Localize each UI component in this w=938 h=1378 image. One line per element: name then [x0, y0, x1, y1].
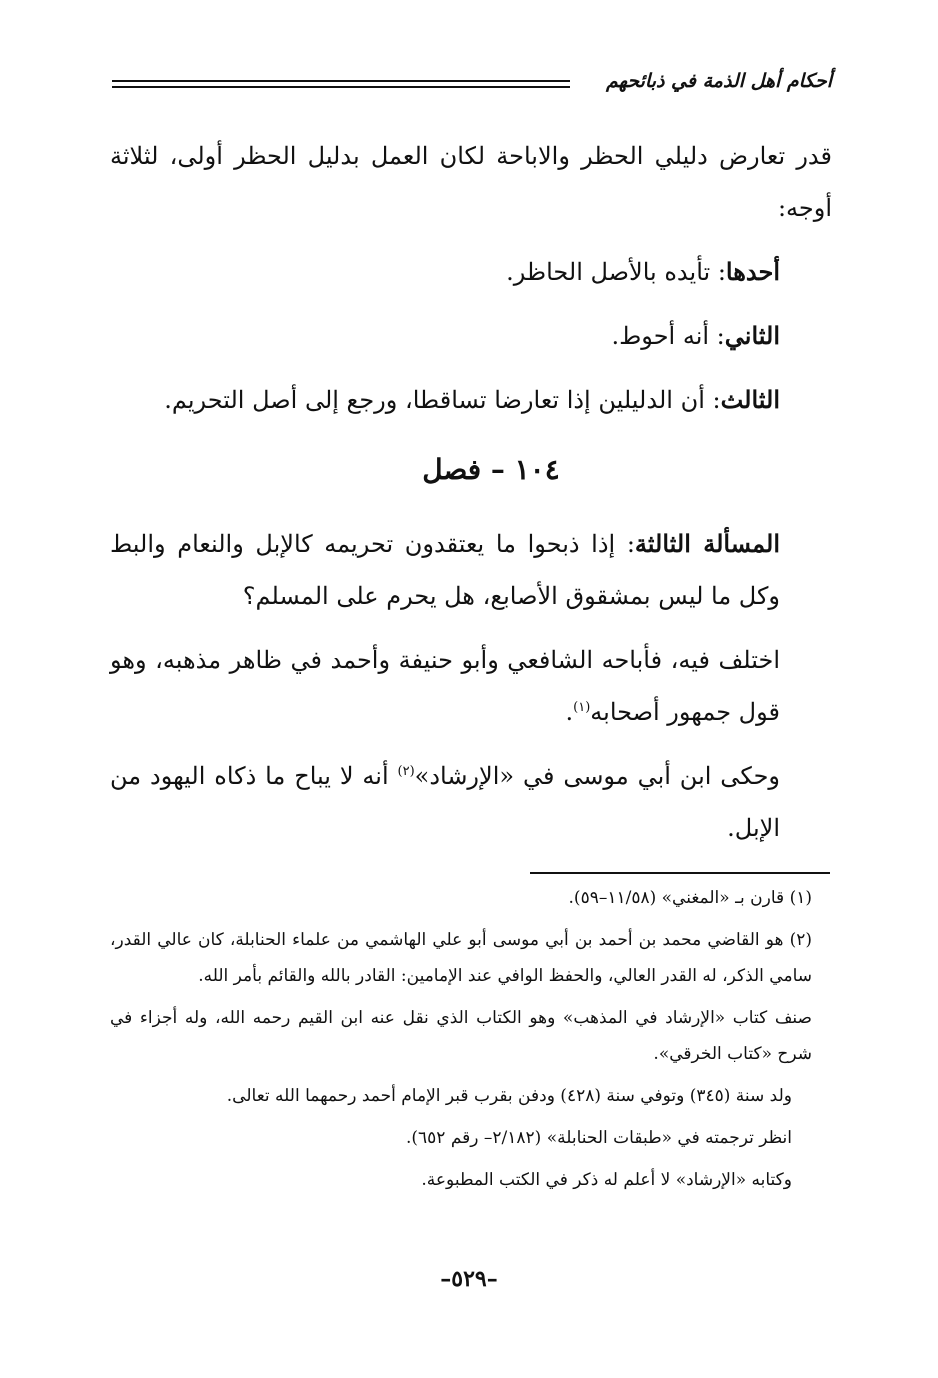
disagreement-text: اختلف فيه، فأباحه الشافعي وأبو حنيفة وأحمد في ظاهر مذهبه، وهو قول جمهور أصحابه — [110, 646, 780, 726]
narration-text-b: أنه لا يباح ما ذكاه اليهود من الإبل. — [110, 762, 780, 842]
page-number: –٥٢٩– — [440, 1266, 498, 1292]
third-reason-label: الثالث — [720, 385, 780, 414]
first-reason-text: : تأيده بالأصل الحاظر. — [506, 258, 726, 286]
third-reason-text: : أن الدليلين إذا تعارضا تساقطا، ورجع إلى أصل التحريم. — [164, 386, 721, 414]
narration-text-a: وحكى ابن أبي موسى في «الإرشاد» — [414, 762, 780, 790]
footnote-2-note: وكتابه «الإرشاد» لا أعلم له ذكر في الكتب المطبوعة. — [421, 1170, 792, 1190]
paragraph-third-reason — [110, 374, 832, 426]
footnote-2-reference: انظر ترجمته في «طبقات الحنابلة» (٢/١٨٢– رقم ٦٥٢). — [405, 1128, 792, 1148]
question-label: المسألة الثالثة — [634, 529, 780, 558]
footnotes — [110, 880, 832, 1204]
header-rule-bottom — [112, 86, 570, 88]
paragraph-narration — [110, 750, 832, 854]
footnote-separator — [530, 872, 830, 874]
paragraph-disagreement: اختلف فيه، فأباحه الشافعي وأبو حنيفة وأحمد في ظاهر مذهبه، وهو قول جمهور أصحابه$^{(١)}$. — [110, 646, 780, 726]
running-header-title: أحكام أهل الذمة في ذبائحهم — [605, 70, 832, 92]
paragraph-second-reason — [110, 310, 832, 362]
footnote-ref-1[interactable]: (١) — [573, 700, 591, 715]
second-reason-text: : أنه أحوط. — [611, 322, 725, 350]
paragraph-first-reason — [110, 246, 832, 298]
footnote-2-bio: (٢) هو القاضي محمد بن أحمد بن أبي موسى أبو علي الهاشمي من علماء الحنابلة، كان عالي القدر، سامي الذكر، له القدر العالي، والحفظ الوافي عند الإمامين: القادر بالله والقائم بأمر الله. — [110, 930, 812, 986]
running-header — [112, 62, 832, 102]
second-reason-label: الثاني — [724, 321, 780, 350]
first-reason-label: أحدها — [725, 257, 780, 286]
footnote-2-dates: ولد سنة (٣٤٥) وتوفي سنة (٤٢٨) ودفن بقرب قبر الإمام أحمد رحمهما الله تعالى. — [226, 1086, 792, 1106]
footnote-1: (١) قارن بـ «المغني» (١١/٥٨–٥٩). — [568, 888, 812, 908]
paragraph-question — [110, 518, 832, 622]
main-text — [110, 130, 832, 866]
section-heading: ١٠٤ – فصل — [422, 453, 560, 486]
header-rule-top — [112, 80, 570, 82]
footnote-ref-2[interactable]: (٢) — [397, 764, 415, 779]
footnote-2-works: صنف كتاب «الإرشاد في المذهب» وهو الكتاب الذي نقل عنه ابن القيم رحمه الله، وله أجزاء في شرح «كتاب الخرقي». — [110, 1008, 812, 1064]
paragraph-continuation: قدر تعارض دليلي الحظر والاباحة لكان العمل بدليل الحظر أولى، لثلاثة أوجه: — [110, 142, 832, 222]
question-text: : إذا ذبحوا ما يعتقدون تحريمه كالإبل والنعام والبط وكل ما ليس بمشقوق الأصابع، هل يحرم على المسلم؟ — [110, 530, 780, 610]
